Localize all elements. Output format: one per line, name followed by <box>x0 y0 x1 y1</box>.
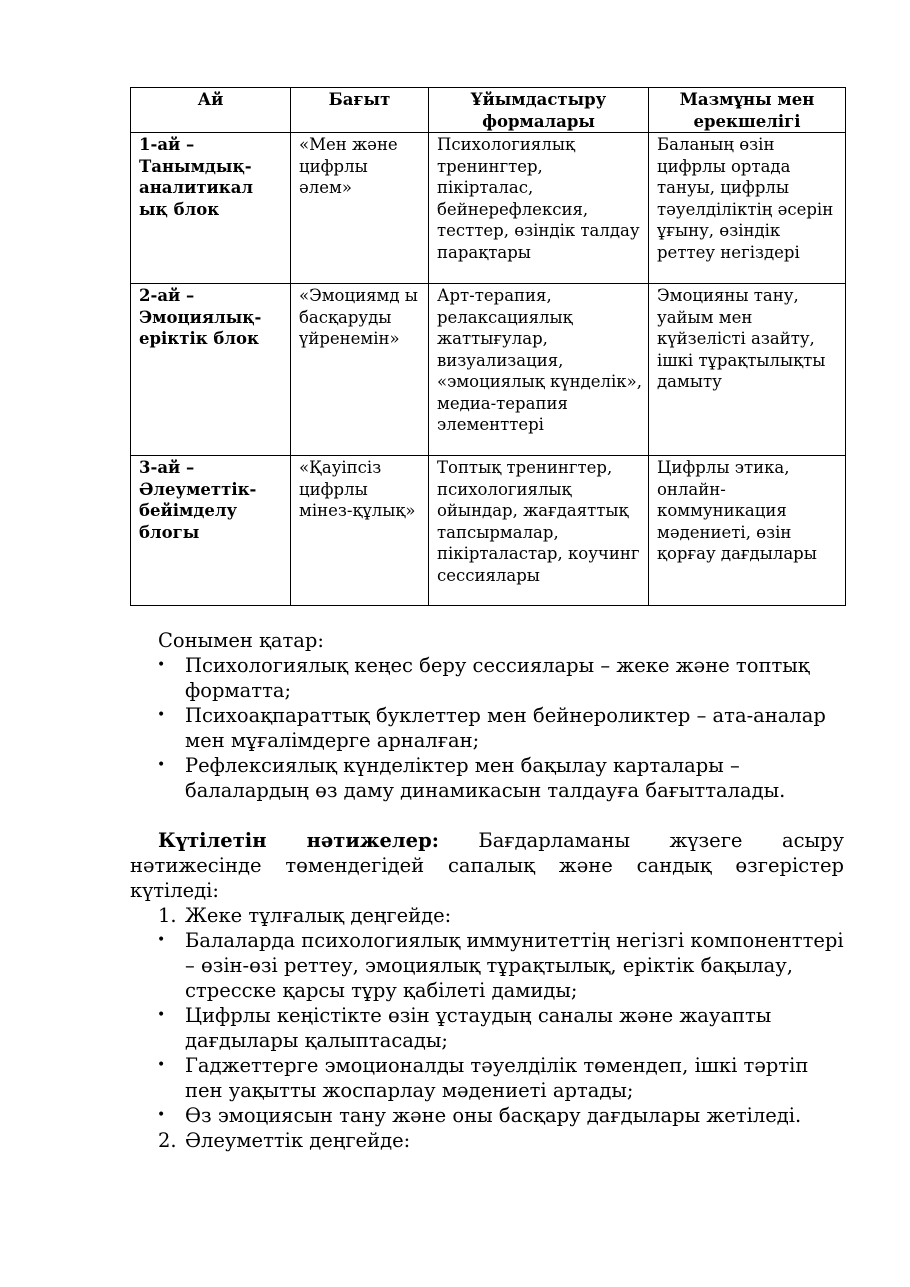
bullet-icon: • <box>157 1107 166 1123</box>
results-text: Бағдарламаны жүзеге асыру нәтижесінде төмендегідей сапалық және сандық өзгерістер күтіледі: <box>130 829 844 902</box>
cell-content: Баланың өзін цифрлы ортада тануы, цифрлы тәуелділіктің әсерін ұғыну, өзіндік реттеу негіздері <box>649 133 846 284</box>
cell-direction: «Мен және цифрлы әлем» <box>291 133 429 284</box>
program-table <box>130 87 846 606</box>
cell-direction: «Қауіпсіз цифрлы мінез-құлық» <box>291 456 429 606</box>
bullet-icon: • <box>157 657 166 673</box>
cell-forms: Психологиялық тренингтер, пікірталас, бейнерефлексия, тесттер, өзіндік талдау парақтары <box>429 133 649 284</box>
also-intro: Сонымен қатар: <box>158 629 324 652</box>
list-item-text: Өз эмоциясын тану және оны басқару дағдылары жетіледі. <box>185 1104 802 1127</box>
bullet-icon: • <box>157 707 166 723</box>
bullet-icon: • <box>157 932 166 948</box>
list-item-text: Рефлексиялық күнделіктер мен бақылау карталары – балалардың өз даму динамикасын талдауға бағытталады. <box>185 754 786 802</box>
header-direction: Бағыт <box>291 88 429 133</box>
list-item <box>130 1003 844 1053</box>
also-bullet-list <box>130 653 844 803</box>
bullet-icon: • <box>157 1007 166 1023</box>
list-item-text: Психологиялық кеңес беру сессиялары – жеке және топтық форматта; <box>185 654 810 702</box>
results-list <box>130 903 844 1153</box>
list-item-text: Цифрлы кеңістікте өзін ұстаудың саналы және жауапты дағдылары қалыптасады; <box>185 1004 772 1052</box>
numbered-item <box>130 903 844 928</box>
results-heading: Күтілетін нәтижелер: <box>158 829 439 852</box>
list-item <box>130 1053 844 1103</box>
item-number: 1. <box>158 904 177 927</box>
list-item <box>130 753 844 803</box>
list-item <box>130 703 844 753</box>
list-item-text: Гаджеттерге эмоционалды тәуелділік төмендеп, ішкі тәртіп пен уақытты жоспарлау мәдениеті артады; <box>185 1054 809 1102</box>
header-content: Мазмұны мен ерекшелігі <box>649 88 846 133</box>
cell-direction: «Эмоциямд ы басқаруды үйренемін» <box>291 284 429 456</box>
header-month: Ай <box>131 88 291 133</box>
cell-month: 3-ай – Әлеуметтік-бейімделу блогы <box>131 456 291 606</box>
level-title: Жеке тұлғалық деңгейде: <box>185 904 452 927</box>
cell-month: 2-ай – Эмоциялық-еріктік блок <box>131 284 291 456</box>
numbered-item <box>130 1128 844 1153</box>
cell-content: Эмоцияны тану, уайым мен күйзелісті азайту, ішкі тұрақтылықты дамыту <box>649 284 846 456</box>
header-forms: Ұйымдастыру формалары <box>429 88 649 133</box>
table-header-row <box>131 88 846 133</box>
level-title: Әлеуметтік деңгейде: <box>185 1129 411 1152</box>
cell-month: 1-ай – Танымдық-аналитикал ық блок <box>131 133 291 284</box>
cell-forms: Арт-терапия, релаксациялық жаттығулар, визуализация, «эмоциялық күнделік», медиа-терапия элементтері <box>429 284 649 456</box>
list-item-text: Балаларда психологиялық иммунитеттің негізгі компоненттері – өзін-өзі реттеу, эмоциялық тұрақтылық, еріктік бақылау, стресске қарсы тұру қабілеті дамиды; <box>185 929 844 1002</box>
table-row <box>131 456 846 606</box>
list-item <box>130 653 844 703</box>
bullet-icon: • <box>157 1057 166 1073</box>
results-paragraph <box>130 828 844 903</box>
list-item-text: Психоақпараттық буклеттер мен бейнероликтер – ата-аналар мен мұғалімдерге арналған; <box>185 704 826 752</box>
bullet-icon: • <box>157 757 166 773</box>
item-number: 2. <box>158 1129 177 1152</box>
list-item <box>130 928 844 1003</box>
table-row <box>131 133 846 284</box>
list-item <box>130 1103 844 1128</box>
cell-forms: Топтық тренингтер, психологиялық ойындар, жағдаяттық тапсырмалар, пікірталастар, коучинг сессиялары <box>429 456 649 606</box>
cell-content: Цифрлы этика, онлайн-коммуникация мәдениеті, өзін қорғау дағдылары <box>649 456 846 606</box>
table-row <box>131 284 846 456</box>
